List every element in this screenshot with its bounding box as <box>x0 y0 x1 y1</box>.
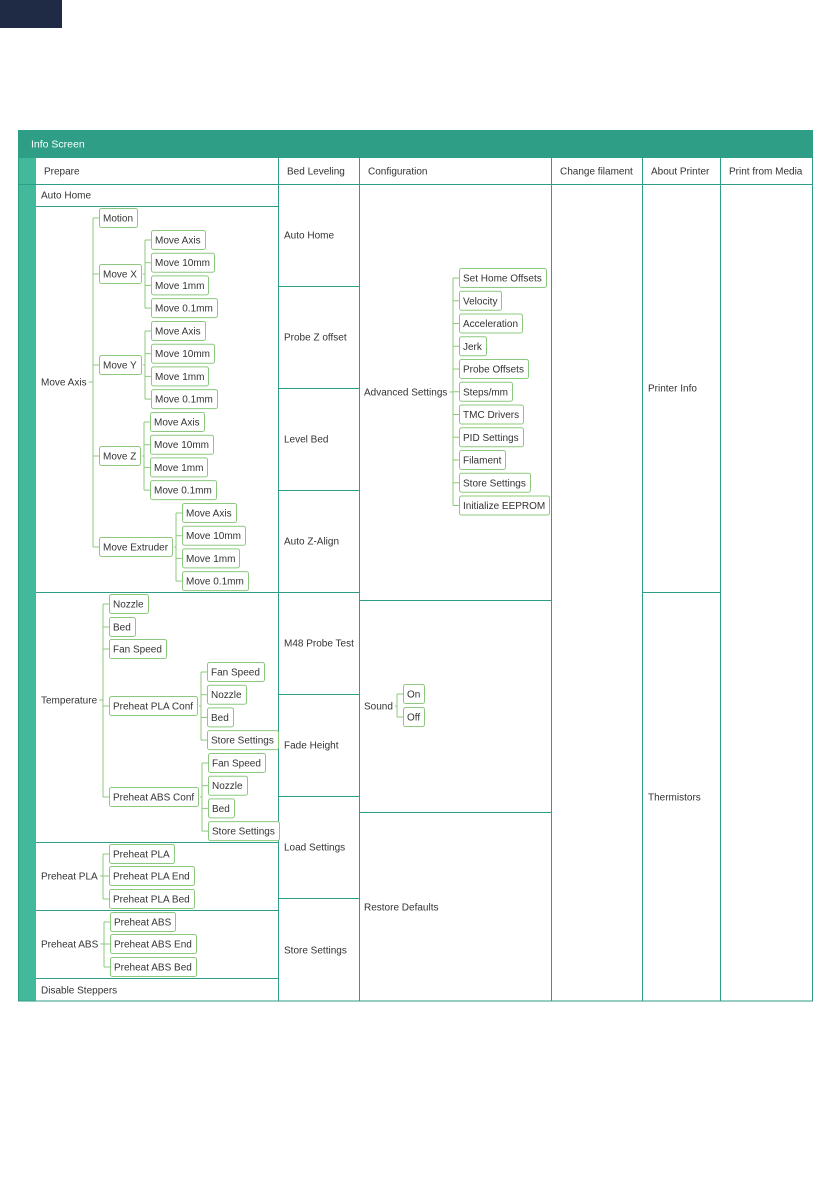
move-z-move-axis-node <box>151 413 205 432</box>
restore-defaults-label: Restore Defaults <box>364 902 439 914</box>
advanced-velocity-node <box>460 291 502 310</box>
advanced-steps-mm-node-label: Steps/mm <box>463 387 509 399</box>
bed-leveling-level-bed: Level Bed <box>284 434 329 446</box>
move-extruder-move-10mm-node <box>183 526 246 545</box>
advanced-velocity-node-label: Velocity <box>463 296 498 308</box>
temperature-bed-node-label: Bed <box>113 622 131 634</box>
move-x-node-label: Move X <box>103 269 137 281</box>
prepare-disable-steppers: Disable Steppers <box>41 985 118 997</box>
move-z-move-axis-node-label: Move Axis <box>154 417 200 429</box>
preheat-pla-conf-nozzle-node-label: Nozzle <box>211 690 242 702</box>
column-header-about-printer: About Printer <box>651 166 710 178</box>
temperature-bed-node <box>110 618 136 637</box>
advanced-initialize-eeprom-node <box>460 496 550 515</box>
move-x-node <box>100 265 142 284</box>
advanced-set-home-offsets-node <box>460 269 547 288</box>
move-z-move-1mm-node <box>151 458 208 477</box>
move-x-move-10mm-node-label: Move 10mm <box>155 258 211 270</box>
move-axis-label: Move Axis <box>41 377 87 389</box>
advanced-tmc-drivers-node-label: TMC Drivers <box>463 410 520 421</box>
preheat-pla-item-preheat-pla-node-label: Preheat PLA <box>113 849 170 861</box>
preheat-pla-item-preheat-pla-bed-node-label: Preheat PLA Bed <box>113 894 190 906</box>
bed-leveling-fade-height: Fade Height <box>284 740 339 752</box>
column-header-configuration: Configuration <box>368 166 428 178</box>
move-extruder-move-axis-node-label: Move Axis <box>186 508 232 520</box>
move-z-node-label: Move Z <box>103 451 137 463</box>
move-x-move-axis-node <box>152 231 206 250</box>
temperature-fan-speed-node-label: Fan Speed <box>113 644 162 656</box>
preheat-abs-conf-fan-speed-node-label: Fan Speed <box>212 758 261 770</box>
prepare-auto-home: Auto Home <box>41 190 92 202</box>
advanced-probe-offsets-node-label: Probe Offsets <box>463 364 524 376</box>
preheat-abs-label: Preheat ABS <box>41 939 99 951</box>
preheat-pla-conf-fan-speed-node-label: Fan Speed <box>211 667 260 679</box>
sound-off-node <box>404 708 425 727</box>
preheat-abs-item-preheat-abs-node <box>111 913 176 932</box>
preheat-pla-conf-bed-node <box>208 708 234 727</box>
preheat-abs-item-preheat-abs-end-node <box>111 935 197 954</box>
move-x-move-0-1mm-node-label: Move 0.1mm <box>155 303 213 315</box>
column-header-prepare: Prepare <box>44 166 80 178</box>
move-y-move-0-1mm-node-label: Move 0.1mm <box>155 394 213 406</box>
move-y-move-axis-node <box>152 322 206 341</box>
bed-leveling-auto-z-align: Auto Z-Align <box>284 536 340 548</box>
move-y-move-10mm-node <box>152 344 215 363</box>
preheat-pla-conf-store-settings-node <box>208 731 279 750</box>
preheat-abs-item-preheat-abs-bed-node <box>111 958 197 977</box>
move-y-move-0-1mm-node <box>152 390 218 409</box>
move-y-node-label: Move Y <box>103 360 137 372</box>
advanced-jerk-node <box>460 337 487 356</box>
sound-off-node-label: Off <box>407 712 421 724</box>
preheat-abs-conf-node <box>110 788 199 807</box>
sound-label: Sound <box>364 701 393 713</box>
move-y-node <box>100 356 142 375</box>
advanced-set-home-offsets-node-label: Set Home Offsets <box>463 273 542 285</box>
move-extruder-node-label: Move Extruder <box>103 542 169 554</box>
advanced-tmc-drivers-node <box>460 405 524 424</box>
temperature-label: Temperature <box>41 695 98 707</box>
about-printer-info: Printer Info <box>648 383 697 395</box>
preheat-pla-item-preheat-pla-node <box>110 845 175 864</box>
advanced-acceleration-node <box>460 314 523 333</box>
move-extruder-node <box>100 538 173 557</box>
advanced-filament-node <box>460 451 506 470</box>
advanced-steps-mm-node <box>460 382 513 401</box>
left-accent-strip <box>18 158 36 1001</box>
temperature-nozzle-node <box>110 595 149 614</box>
preheat-pla-conf-node-label: Preheat PLA Conf <box>113 701 194 713</box>
temperature-nozzle-node-label: Nozzle <box>113 599 144 611</box>
preheat-pla-item-preheat-pla-end-node <box>110 867 195 886</box>
advanced-settings-label: Advanced Settings <box>364 387 448 399</box>
move-y-move-10mm-node-label: Move 10mm <box>155 349 211 361</box>
preheat-abs-conf-nozzle-node-label: Nozzle <box>212 781 243 793</box>
move-z-move-1mm-node-label: Move 1mm <box>154 462 204 474</box>
bed-leveling-load-settings: Load Settings <box>284 842 346 854</box>
preheat-pla-conf-node <box>110 697 198 716</box>
move-extruder-move-0-1mm-node-label: Move 0.1mm <box>186 576 244 588</box>
move-z-move-10mm-node-label: Move 10mm <box>154 440 210 452</box>
move-extruder-move-1mm-node-label: Move 1mm <box>186 553 236 565</box>
move-x-move-1mm-node-label: Move 1mm <box>155 280 205 292</box>
move-z-move-10mm-node <box>151 435 214 454</box>
preheat-abs-item-preheat-abs-bed-node-label: Preheat ABS Bed <box>114 962 192 974</box>
preheat-pla-label: Preheat PLA <box>41 871 98 883</box>
advanced-acceleration-node-label: Acceleration <box>463 319 519 330</box>
move-y-move-1mm-node <box>152 367 209 386</box>
about-thermistors: Thermistors <box>648 792 701 804</box>
move-z-node <box>100 447 141 466</box>
move-extruder-move-1mm-node <box>183 549 240 568</box>
move-extruder-move-10mm-node-label: Move 10mm <box>186 531 242 543</box>
bed-leveling-probe-z-offset: Probe Z offset <box>284 332 347 344</box>
advanced-jerk-node-label: Jerk <box>463 341 482 353</box>
move-x-move-axis-node-label: Move Axis <box>155 235 201 247</box>
preheat-abs-conf-store-settings-node <box>209 822 280 841</box>
preheat-pla-conf-nozzle-node <box>208 685 247 704</box>
preheat-pla-conf-store-settings-node-label: Store Settings <box>211 735 274 747</box>
sound-on-node <box>404 685 425 704</box>
advanced-probe-offsets-node <box>460 360 529 379</box>
move-z-move-0-1mm-node-label: Move 0.1mm <box>154 485 212 497</box>
advanced-initialize-eeprom-node-label: Initialize EEPROM <box>463 501 546 512</box>
column-header-change-filament: Change filament <box>560 166 633 178</box>
sound-on-node-label: On <box>407 689 421 701</box>
motion-node <box>100 209 138 228</box>
move-y-move-axis-node-label: Move Axis <box>155 326 201 338</box>
diagram-title: Info Screen <box>31 138 85 151</box>
move-x-move-1mm-node <box>152 276 209 295</box>
column-header-bed-leveling: Bed Leveling <box>287 166 345 178</box>
preheat-abs-conf-store-settings-node-label: Store Settings <box>212 826 275 838</box>
bed-leveling-m48-probe-test: M48 Probe Test <box>284 638 354 650</box>
advanced-pid-settings-node-label: PID Settings <box>463 432 519 444</box>
bed-leveling-store-settings: Store Settings <box>284 945 347 957</box>
tree-nodes <box>41 191 701 997</box>
move-extruder-move-axis-node <box>183 504 237 523</box>
motion-node-label: Motion <box>103 213 134 225</box>
preheat-abs-item-preheat-abs-node-label: Preheat ABS <box>114 917 172 929</box>
preheat-abs-conf-node-label: Preheat ABS Conf <box>113 792 195 804</box>
preheat-pla-item-preheat-pla-end-node-label: Preheat PLA End <box>113 871 190 883</box>
preheat-pla-conf-bed-node-label: Bed <box>211 712 229 724</box>
preheat-abs-conf-nozzle-node <box>209 776 248 795</box>
preheat-abs-conf-fan-speed-node <box>209 754 266 773</box>
move-x-move-0-1mm-node <box>152 299 218 318</box>
bed-leveling-auto-home: Auto Home <box>284 230 335 242</box>
preheat-abs-item-preheat-abs-end-node-label: Preheat ABS End <box>114 939 192 951</box>
preheat-abs-conf-bed-node-label: Bed <box>212 803 230 815</box>
preheat-pla-conf-fan-speed-node <box>208 663 265 682</box>
advanced-store-settings-node-label: Store Settings <box>463 478 526 490</box>
advanced-store-settings-node <box>460 473 531 492</box>
advanced-filament-node-label: Filament <box>463 455 502 467</box>
temperature-fan-speed-node <box>110 640 167 659</box>
move-z-move-0-1mm-node <box>151 481 217 500</box>
move-extruder-move-0-1mm-node <box>183 572 249 591</box>
preheat-pla-item-preheat-pla-bed-node <box>110 890 195 909</box>
preheat-abs-conf-bed-node <box>209 799 235 818</box>
advanced-pid-settings-node <box>460 428 524 447</box>
title-band <box>18 130 812 158</box>
move-y-move-1mm-node-label: Move 1mm <box>155 371 205 383</box>
column-header-print-from-media: Print from Media <box>729 166 803 178</box>
move-x-move-10mm-node <box>152 253 215 272</box>
